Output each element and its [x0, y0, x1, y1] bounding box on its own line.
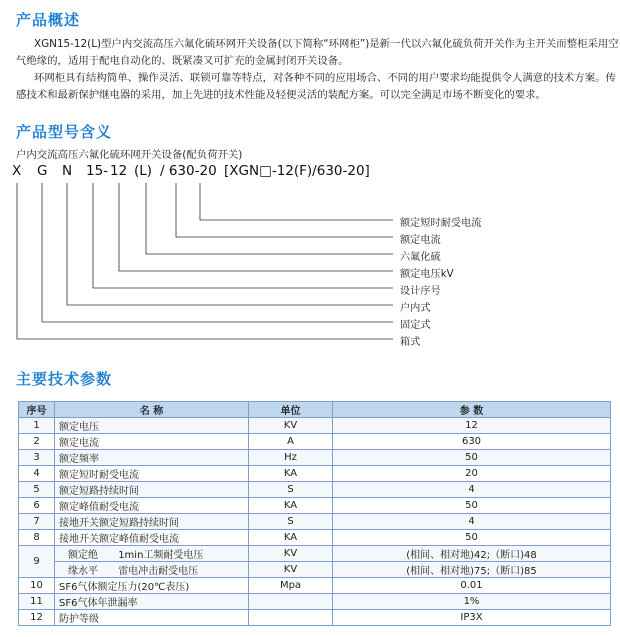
row-value: 4: [333, 482, 611, 498]
row-name: 防护等级: [55, 610, 249, 626]
overview-title: 产品概述: [16, 11, 81, 29]
row-no: 10: [19, 578, 55, 594]
code-part-12: 12: [110, 163, 128, 179]
row-value: 20: [333, 466, 611, 482]
label-indoor: 户内式: [400, 303, 431, 314]
row-no: 8: [19, 530, 55, 546]
row-no: 6: [19, 498, 55, 514]
overview-para1-line1: XGN15-12(L)型户内交流高压六氟化硫环网开关设备(以下简称“环网柜”)是新一代以六氟化硫负荷开关作为主开关而整柜采用空: [34, 38, 619, 50]
code-part-630-20: / 630-20: [160, 163, 217, 179]
row-name: 额定电流: [55, 434, 249, 450]
overview-para1-line2: 气绝缘的，适用于配电自动化的、既紧凑又可扩充的金属封闭开关设备。: [16, 55, 349, 67]
specs-title: 主要技术参数: [16, 370, 113, 388]
row-no: 3: [19, 450, 55, 466]
row-value: 50: [333, 498, 611, 514]
row-name-insulation-2: [55, 562, 249, 578]
header-value: 参 数: [333, 402, 611, 418]
label-fixed: 固定式: [400, 320, 431, 331]
row-name: 接地开关额定峰值耐受电流: [55, 530, 249, 546]
row-value: (相间、相对地)75;（断口)85: [333, 562, 611, 578]
row-unit: KV: [249, 418, 333, 434]
code-part-g: G: [37, 163, 48, 179]
table-row: [19, 530, 611, 546]
label-rated-voltage: 额定电压kV: [400, 269, 454, 280]
row-value: 630: [333, 434, 611, 450]
row-unit: [249, 610, 333, 626]
row-value: IP3X: [333, 610, 611, 626]
code-part-l: (L): [134, 163, 153, 179]
row-no: 7: [19, 514, 55, 530]
model-subtitle: 户内交流高压六氟化硫环网开关设备(配负荷开关): [16, 149, 243, 161]
table-row: [19, 610, 611, 626]
overview-para2-line2: 感技术和最新保护继电器的采用，加上先进的技术性能及轻便灵活的装配方案。可以完全满足市场不断变化的要求。: [16, 89, 546, 101]
row-value: 0.01: [333, 578, 611, 594]
code-part-x: X: [12, 163, 22, 179]
table-row: [19, 482, 611, 498]
table-row: [19, 546, 611, 562]
code-part-n: N: [62, 163, 73, 179]
row-name: 额定峰值耐受电流: [55, 498, 249, 514]
row-unit: A: [249, 434, 333, 450]
row-unit: S: [249, 514, 333, 530]
model-title: 产品型号含义: [16, 123, 113, 141]
insulation-lightning-impulse: 雷电冲击耐受电压: [118, 566, 199, 577]
row-unit: Hz: [249, 450, 333, 466]
table-row: [19, 434, 611, 450]
row-name: 额定频率: [55, 450, 249, 466]
overview-para2-line1: 环网柜具有结构简单、操作灵活、联锁可靠等特点，对各种不同的应用场合、不同的用户要求均能提供令人满意的技术方案。传: [34, 72, 616, 84]
row-unit: KV: [249, 562, 333, 578]
row-name: 额定电压: [55, 418, 249, 434]
header-unit: 单位: [249, 402, 333, 418]
row-value: 4: [333, 514, 611, 530]
row-unit: KV: [249, 546, 333, 562]
row-no: 11: [19, 594, 55, 610]
row-unit: Mpa: [249, 578, 333, 594]
label-design-serial: 设计序号: [400, 286, 441, 297]
row-value: 50: [333, 530, 611, 546]
table-row: [19, 562, 611, 578]
specs-table: [18, 401, 611, 626]
row-no: 1: [19, 418, 55, 434]
row-unit: S: [249, 482, 333, 498]
header-name: 名 称: [55, 402, 249, 418]
row-unit: KA: [249, 498, 333, 514]
label-box-type: 箱式: [400, 337, 421, 348]
row-no: 2: [19, 434, 55, 450]
label-rated-current: 额定电流: [400, 235, 441, 246]
row-name: SF6气体额定压力(20℃表压): [55, 578, 249, 594]
insulation-category-line2: 缘水平: [68, 566, 98, 577]
row-value: 50: [333, 450, 611, 466]
label-sf6: 六氟化硫: [400, 252, 441, 263]
row-value: (相间、相对地)42;（断口)48: [333, 546, 611, 562]
row-no: 9: [19, 546, 55, 578]
row-name-insulation-1: [55, 546, 249, 562]
table-row: [19, 514, 611, 530]
row-name: 额定短时耐受电流: [55, 466, 249, 482]
row-value: 1%: [333, 594, 611, 610]
insulation-category-line1: 额定绝: [68, 550, 98, 561]
table-row: [19, 466, 611, 482]
table-row: [19, 418, 611, 434]
insulation-power-frequency: 1min工频耐受电压: [118, 550, 204, 561]
row-name: 额定短路持续时间: [55, 482, 249, 498]
specs-header-row: [19, 402, 611, 418]
table-row: [19, 498, 611, 514]
row-unit: KA: [249, 530, 333, 546]
header-no: 序号: [19, 402, 55, 418]
row-no: 5: [19, 482, 55, 498]
table-row: [19, 594, 611, 610]
row-value: 12: [333, 418, 611, 434]
table-row: [19, 578, 611, 594]
label-rated-short-time-current: 额定短时耐受电流: [400, 218, 482, 229]
row-unit: KA: [249, 466, 333, 482]
row-no: 4: [19, 466, 55, 482]
row-unit: [249, 594, 333, 610]
table-row: [19, 450, 611, 466]
row-no: 12: [19, 610, 55, 626]
row-name: SF6气体年泄漏率: [55, 594, 249, 610]
code-part-15: 15-: [86, 163, 109, 179]
row-name: 接地开关额定短路持续时间: [55, 514, 249, 530]
code-part-alt: [XGN□-12(F)/630-20]: [224, 163, 370, 179]
